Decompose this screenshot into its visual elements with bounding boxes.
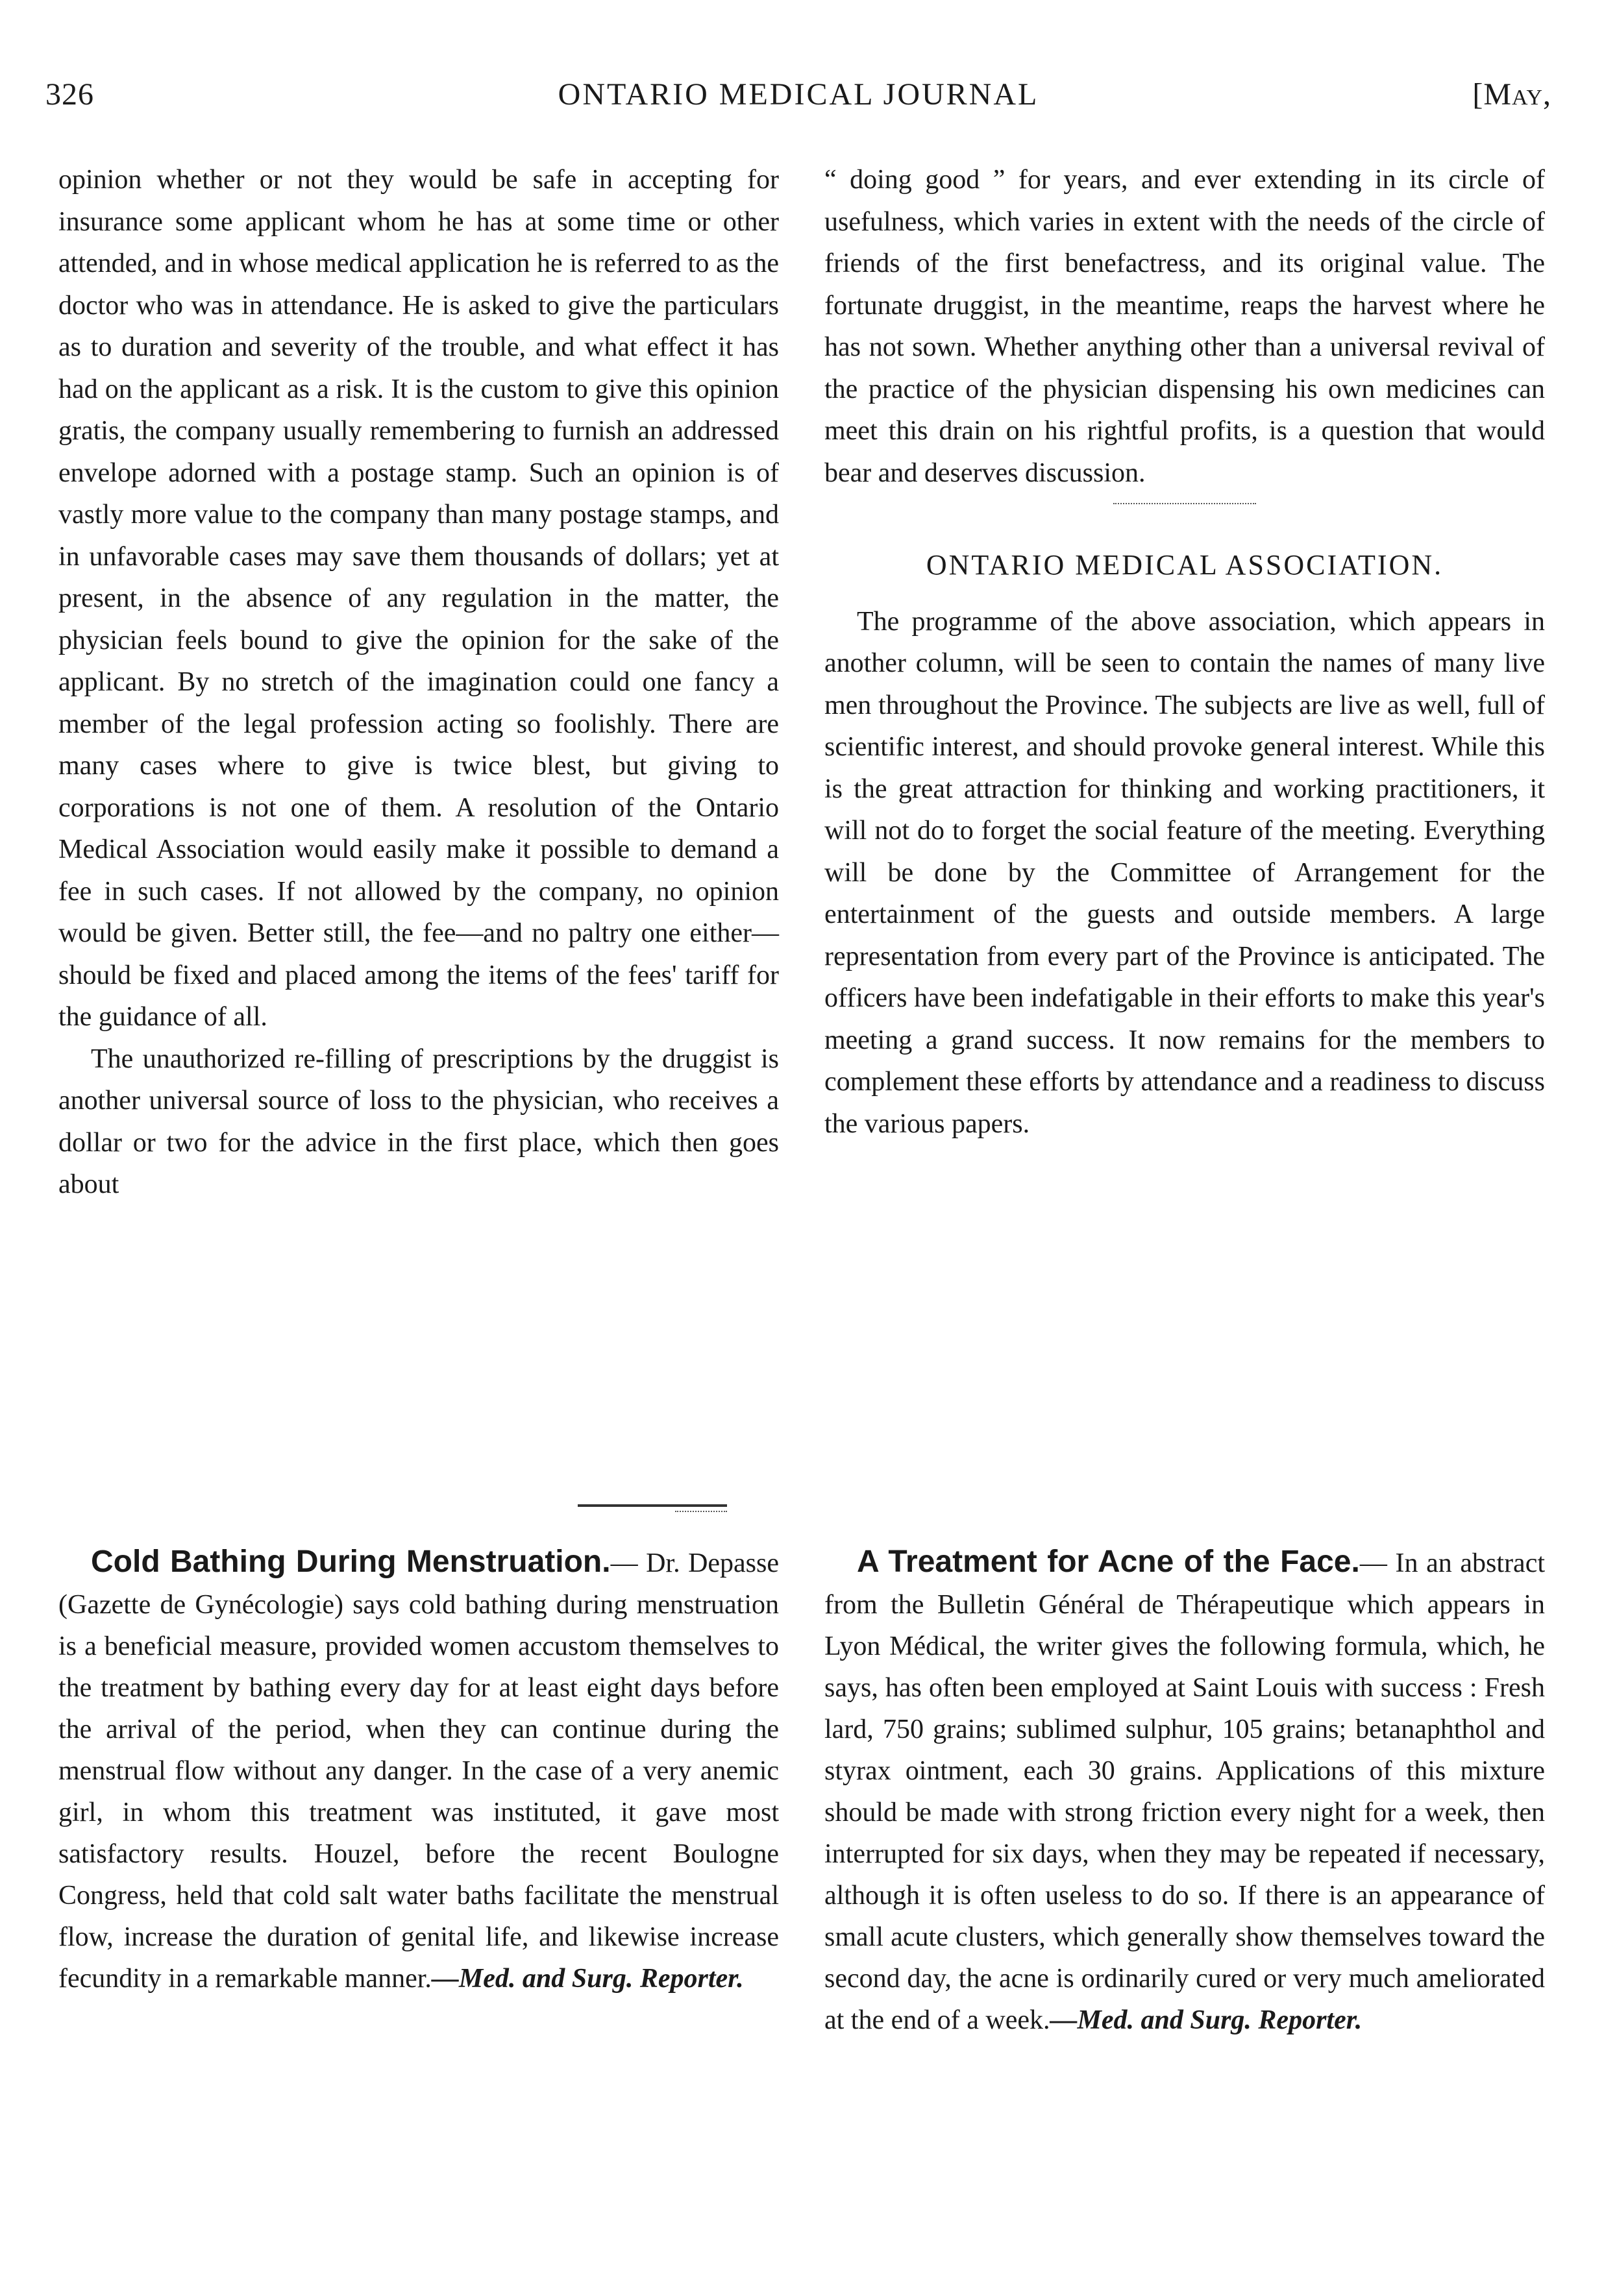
right-column <box>824 159 1545 1145</box>
journal-title: ONTARIO MEDICAL JOURNAL <box>558 77 1039 112</box>
article-source: —Med. and Surg. Reporter. <box>1050 2005 1363 2035</box>
section-divider <box>578 1504 727 1507</box>
right-paragraph-2: The programme of the above association, which appears in another column, will be seen to contain the names of many live men throughout the Province. The subjects are live as well, full of scientific interest, and should provoke general interest. While this is the great attraction for thinking and working practitioners, it will not do to forget the social feature of the meeting. Everything will be done by the Committee of Arrangement for the entertainment of the guests and outside members. A large representation from every part of the Province is anticipated. The officers have been indefatigable in their efforts to make this year's meeting a grand success. It now remains for the members to complement these efforts by attendance and a readiness to discuss the various papers. <box>824 606 1545 1139</box>
left-paragraph-1: opinion whether or not they would be safe in accepting for insurance some applicant whom he has at some time or other attended, and in whose medical application he is referred to as the doctor who was in attendance. He is asked to give the particulars as to duration and severity of the trouble, and what effect it has had on the applicant as a risk. It is the custom to give this opinion gratis, the company usually remembering to furnish an addressed envelope adorned with a postage stamp. Such an opinion is of vastly more value to the company than many postage stamps, and in unfavorable cases may save them thousands of dollars; yet at present, in the absence of any regulation in the matter, the physician feels bound to give the opinion for the sake of the applicant. By no stretch of the imagination could one fancy a member of the legal profession acting so foolishly. There are many cases where to give is twice blest, but giving to corporations is not one of them. A resolution of the Ontario Medical Association would easily make it possible to demand a fee in such cases. If not allowed by the company, no opinion would be given. Better still, the fee—and no paltry one either—should be fixed and placed among the items of the fees' tariff for the guidance of all. <box>58 165 779 1032</box>
page-number: 326 <box>45 77 94 112</box>
article-body: In an abstract from the Bulletin Général de Thérapeutique which appears in Lyon Médical, the writer gives the following formula, which, he says, has often been employed at Saint Louis with success : Fresh lard, 750 grains; sublimed sulphur, 105 grains; betanaphthol and styrax ointment, each 30 grains. Applications of this mixture should be made with strong friction every night for a week, then interrupted for six days, when they may be repeated if necessary, although it is often useless to do so. If there is an appearance of small acute clusters, which generally show themselves toward the second day, the acne is ordinarily cured or very much ameliorated at the end of a week. <box>824 1548 1546 2035</box>
article-title: A Treatment for Acne of the Face. <box>857 1545 1360 1579</box>
article-source: —Med. and Surg. Reporter. <box>431 1964 744 1994</box>
article-cold-bathing <box>58 1541 779 1999</box>
title-dash: — <box>1359 1548 1387 1578</box>
left-paragraph-2: The unauthorized re-filling of prescriptions by the druggist is another universal source of loss to the physician, who receives a dollar or two for the advice in the first place, which then goes about <box>58 1044 779 1199</box>
section-heading: ONTARIO MEDICAL ASSOCIATION. <box>926 549 1444 581</box>
article-title: Cold Bathing During Menstruation. <box>91 1545 611 1579</box>
page-header <box>45 77 1551 128</box>
issue-month: [May, <box>1472 77 1551 112</box>
article-acne-treatment <box>824 1541 1545 2041</box>
title-dash: — <box>610 1548 638 1578</box>
section-ornament <box>824 494 1545 520</box>
article-body: Dr. Depasse (Gazette de Gynécologie) says cold bathing during menstruation is a beneficial measure, provided women accustom themselves to the treatment by bathing every day for at least eight days before the arrival of the period, when they can continue during the menstrual flow without any danger. In the case of a very anemic girl, in whom this treatment was instituted, it gave most satisfactory results. Houzel, before the recent Boulogne Congress, held that cold salt water baths facilitate the menstrual flow, increase the duration of genital life, and likewise increase fecundity in a remarkable manner. <box>58 1548 780 1994</box>
right-paragraph-1: “ doing good ” for years, and ever extending in its circle of usefulness, which varies in extent with the needs of the circle of friends of the first benefactress, and its original value. The fortunate druggist, in the meantime, reaps the harvest where he has not sown. Whether anything other than a universal revival of the practice of the physician dispensing his own medicines can meet this drain on his rightful profits, is a question that would bear and deserves discussion. <box>824 165 1545 488</box>
left-column <box>58 159 779 1206</box>
